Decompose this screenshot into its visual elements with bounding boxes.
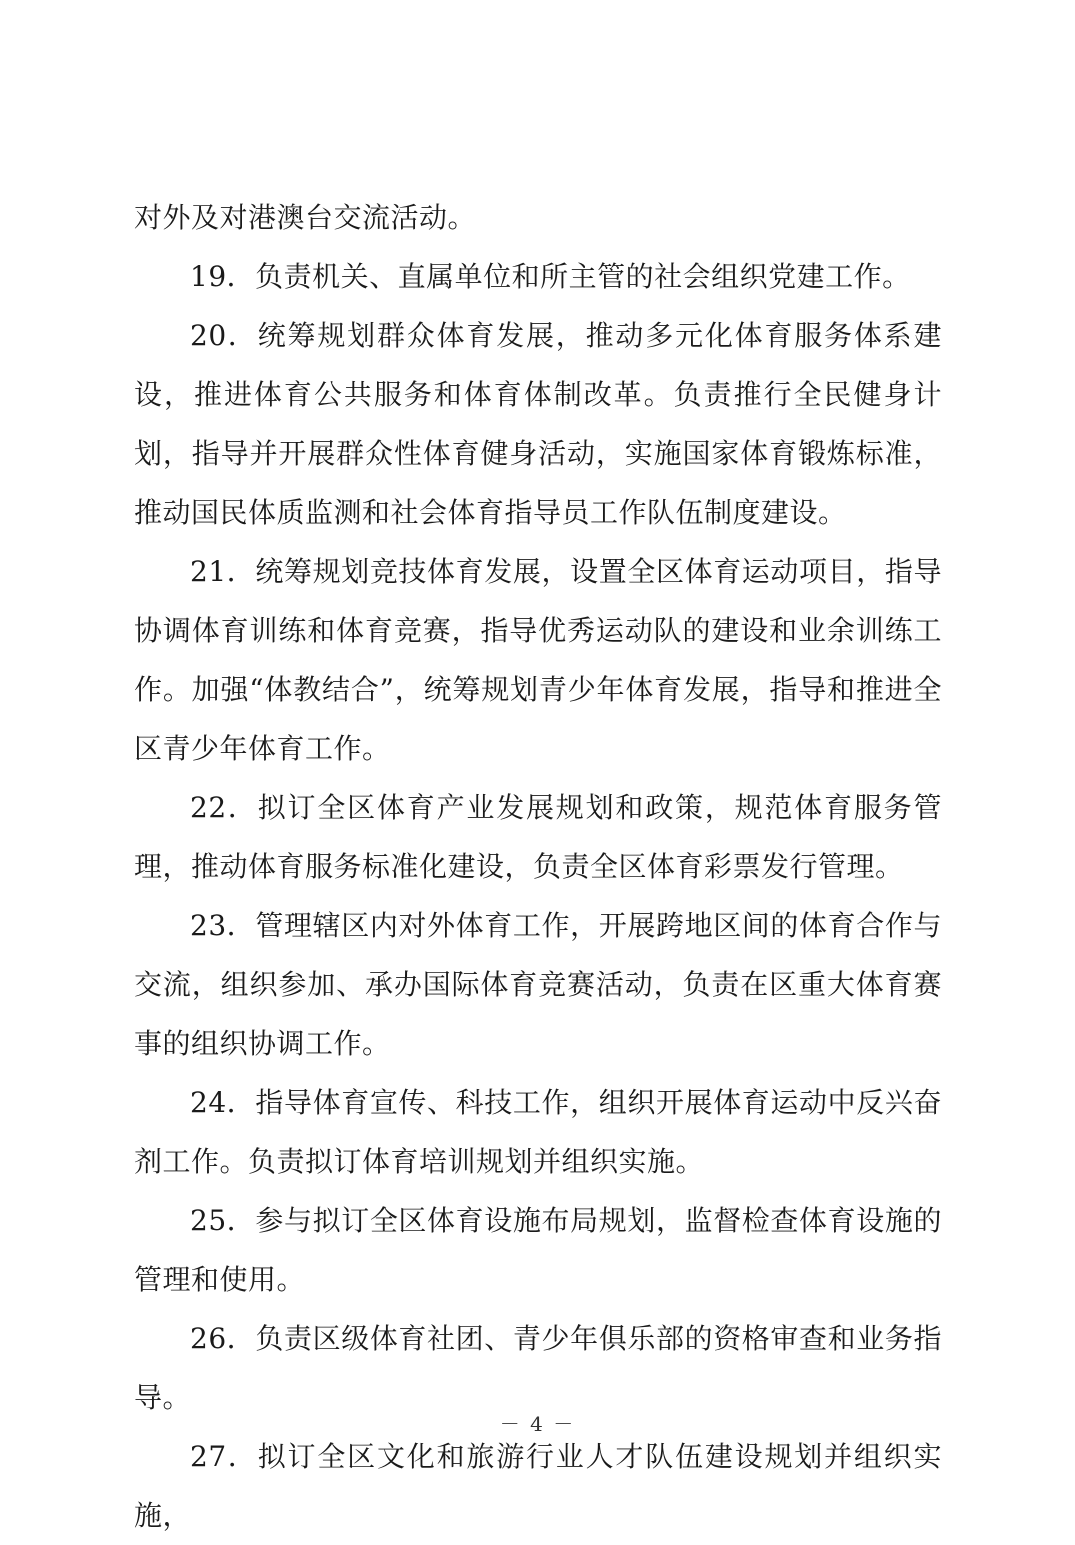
paragraph-item-22: 22．拟订全区体育产业发展规划和政策，规范体育服务管理，推动体育服务标准化建设，负责全区体育彩票发行管理。 bbox=[134, 791, 942, 883]
paragraph-item-20: 20．统筹规划群众体育发展，推动多元化体育服务体系建设，推进体育公共服务和体育体制改革。负责推行全民健身计划，指导并开展群众性体育健身活动，实施国家体育锻炼标准，推动国民体质监测和社会体育指导员工作队伍制度建设。 bbox=[134, 319, 942, 529]
paragraph-item-27: 27．拟订全区文化和旅游行业人才队伍建设规划并组织实施， bbox=[134, 1440, 942, 1532]
paragraph-item-23: 23．管理辖区内对外体育工作，开展跨地区间的体育合作与交流，组织参加、承办国际体育竞赛活动，负责在区重大体育赛事的组织协调工作。 bbox=[134, 909, 942, 1060]
paragraph-item-21: 21．统筹规划竞技体育发展，设置全区体育运动项目，指导协调体育训练和体育竞赛，指导优秀运动队的建设和业余训练工作。加强“体教结合”，统筹规划青少年体育发展，指导和推进全区青少年体育工作。 bbox=[134, 555, 942, 765]
body-text bbox=[134, 188, 942, 1545]
paragraph-item-24: 24．指导体育宣传、科技工作，组织开展体育运动中反兴奋剂工作。负责拟订体育培训规划并组织实施。 bbox=[134, 1086, 942, 1178]
paragraph-item-25: 25．参与拟订全区体育设施布局规划，监督检查体育设施的管理和使用。 bbox=[134, 1204, 942, 1296]
page-number: － 4 － bbox=[499, 1412, 576, 1436]
paragraph-item-19: 19．负责机关、直属单位和所主管的社会组织党建工作。 bbox=[190, 260, 911, 293]
paragraph-continuation: 对外及对港澳台交流活动。 bbox=[134, 201, 477, 234]
paragraph-item-26: 26．负责区级体育社团、青少年俱乐部的资格审查和业务指导。 bbox=[134, 1322, 942, 1414]
